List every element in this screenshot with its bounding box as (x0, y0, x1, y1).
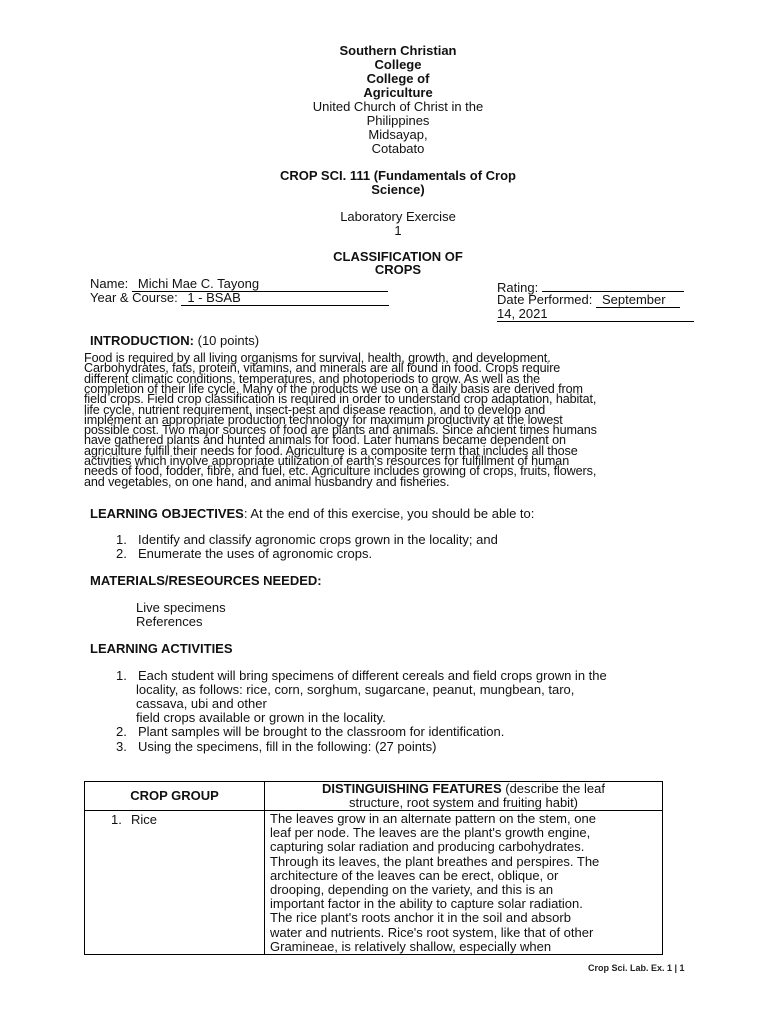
introduction-line: Food is required by all living organisms for survival, health, growth, and development. (84, 351, 551, 365)
objective-text: Identify and classify agronomic crops grown in the locality; and (138, 532, 498, 547)
features-header-line2: structure, root system and fruiting habit) (348, 795, 579, 810)
crop-group-cell (85, 811, 265, 955)
activity-number: 2. (116, 724, 127, 739)
crop-table (84, 781, 663, 955)
materials-heading: MATERIALS/RESEOURCES NEEDED: (90, 573, 322, 588)
material-item: Live specimens (136, 600, 226, 615)
college-name-line2: Agriculture (363, 85, 433, 100)
objective-number: 1. (116, 532, 127, 547)
year-course-row (90, 291, 389, 306)
course-title-line1: CROP SCI. 111 (Fundamentals of Crop (280, 168, 516, 183)
features-line: water and nutrients. Rice's root system, like that of other (270, 924, 594, 940)
date-field-line1[interactable]: September (596, 293, 680, 308)
objective-text: Enumerate the uses of agronomic crops. (138, 546, 373, 561)
lab-exercise-label: Laboratory Exercise (340, 209, 456, 224)
address-block (0, 100, 768, 156)
introduction-line: field crops. Field crop classification is required in order to understand crop adaptation, habitat, (84, 392, 597, 407)
province-line: Cotabato (371, 141, 425, 156)
lab-exercise-number: 1 (394, 223, 402, 238)
introduction-heading (90, 334, 259, 348)
introduction-line: activities which involve appropriate utilization of earth's resources for fulfillment of human (84, 454, 570, 468)
features-line: important factor in the ability to capture solar radiation. (270, 896, 583, 912)
features-cell[interactable] (265, 811, 663, 955)
table-header-row (85, 782, 663, 811)
features-line: architecture of the leaves can be erect, oblique, or (270, 867, 559, 883)
date-field-line2[interactable]: 14, 2021 (497, 307, 694, 322)
activity-number: 3. (116, 739, 127, 754)
name-label: Name: (90, 276, 129, 291)
church-line2: Philippines (366, 113, 430, 128)
exercise-title-line1: CLASSIFICATION OF (333, 249, 463, 264)
school-name-line1: Southern Christian (339, 43, 457, 58)
activity-line: field crops available or grown in the locality. (136, 710, 386, 725)
introduction-heading-label: INTRODUCTION: (90, 333, 194, 348)
introduction-line: implement an appropriate production technology for maximum productivity at the lowest (84, 412, 563, 427)
features-header-line1 (265, 782, 662, 796)
date-row-2 (497, 307, 694, 322)
crop-group-header-label: CROP GROUP (130, 788, 219, 803)
features-line: leaf per node. The leaves are the plant's growth engine, (270, 825, 591, 841)
activity-line: locality, as follows: rice, corn, sorghum, sugarcane, peanut, mungbean, taro, (136, 682, 575, 697)
features-line: drooping, depending on the variety, and this is an (270, 882, 554, 898)
crop-group-entry (111, 813, 264, 827)
objectives-heading (90, 507, 534, 521)
year-course-label: Year & Course: (90, 290, 178, 305)
introduction-line: different climatic conditions, temperatures, and photoperiods to grow. As well as the (84, 371, 541, 386)
introduction-line: Carbohydrates, fats, protein, vitamins, and minerals are all found in food. Crops require (84, 361, 561, 376)
page-footer: Crop Sci. Lab. Ex. 1 | 1 (588, 963, 685, 973)
college-name-line1: College of (366, 71, 430, 86)
activity-text: Using the specimens, fill in the following: (27 points) (138, 739, 437, 754)
activity-number: 1. (116, 668, 127, 683)
introduction-line: agriculture fulfill their needs for food. Agriculture is a composite term that includes all those (84, 443, 578, 458)
material-item: References (136, 614, 203, 629)
town-line: Midsayap, (368, 127, 428, 142)
features-line: The leaves grow in an alternate pattern on the stem, one (270, 811, 596, 826)
introduction-line: possible cost. Two major sources of food are plants and animals. Since ancient times humans (84, 423, 597, 438)
introduction-line: and vegetables, on one hand, and animal husbandry and fisheries. (84, 474, 450, 489)
introduction-points: (10 points) (197, 333, 260, 348)
features-header (265, 782, 663, 811)
activity-line: cassava, ubi and other (136, 696, 267, 711)
rating-field[interactable] (542, 279, 684, 292)
introduction-line: completion of their life cycle. Many of the products we use on a daily basis are derived from (84, 381, 583, 396)
objectives-lead: : At the end of this exercise, you should be able to: (243, 506, 535, 521)
school-name-line2: College (374, 57, 422, 72)
lab-exercise (0, 210, 768, 238)
features-line: Through its leaves, the plant breathes and perspires. The (270, 853, 600, 869)
activity-line: Each student will bring specimens of different cereals and field crops grown in the (138, 668, 607, 683)
date-label: Date Performed: (497, 292, 593, 307)
features-header-bold: DISTINGUISHING FEATURES (322, 781, 502, 796)
rating-label: Rating: (497, 280, 539, 295)
exercise-title (0, 250, 768, 276)
crop-number: 1. (111, 812, 122, 827)
name-field[interactable]: Michi Mae C. Tayong (132, 277, 388, 292)
activity-text: Plant samples will be brought to the classroom for identification. (138, 724, 505, 739)
activities-heading: LEARNING ACTIVITIES (90, 641, 233, 656)
features-line: Gramineae, is relatively shallow, especially when (270, 938, 552, 954)
course-title (0, 169, 768, 197)
church-line1: United Church of Christ in the (312, 99, 484, 114)
activity-item (116, 725, 504, 739)
introduction-line: have gathered plants and hunted animals for food. Later humans became dependent on (84, 433, 566, 448)
features-line: The rice plant's roots anchor it in the soil and absorb (270, 910, 571, 926)
school-name (0, 44, 768, 100)
objective-item (116, 547, 372, 561)
objective-number: 2. (116, 546, 127, 561)
objective-item (116, 533, 498, 547)
introduction-line: life cycle, nutrient requirement, insect-pest and disease reaction, and to develop and (84, 402, 546, 417)
year-course-field[interactable]: 1 - BSAB (181, 291, 389, 306)
features-header-rest: (describe the leaf (501, 781, 605, 796)
course-title-line2: Science) (371, 182, 425, 197)
objectives-heading-label: LEARNING OBJECTIVES (90, 506, 244, 521)
table-row (85, 811, 663, 955)
introduction-line: needs of food, fodder, fibre, and fuel, etc. Agriculture includes growing of crops, fruits, flowers, (84, 464, 597, 479)
crop-group-header (85, 782, 265, 811)
crop-name: Rice (131, 812, 158, 827)
features-line: capturing solar radiation and producing carbohydrates. (270, 839, 585, 855)
exercise-title-line2: CROPS (374, 262, 422, 277)
activity-item (116, 740, 436, 754)
